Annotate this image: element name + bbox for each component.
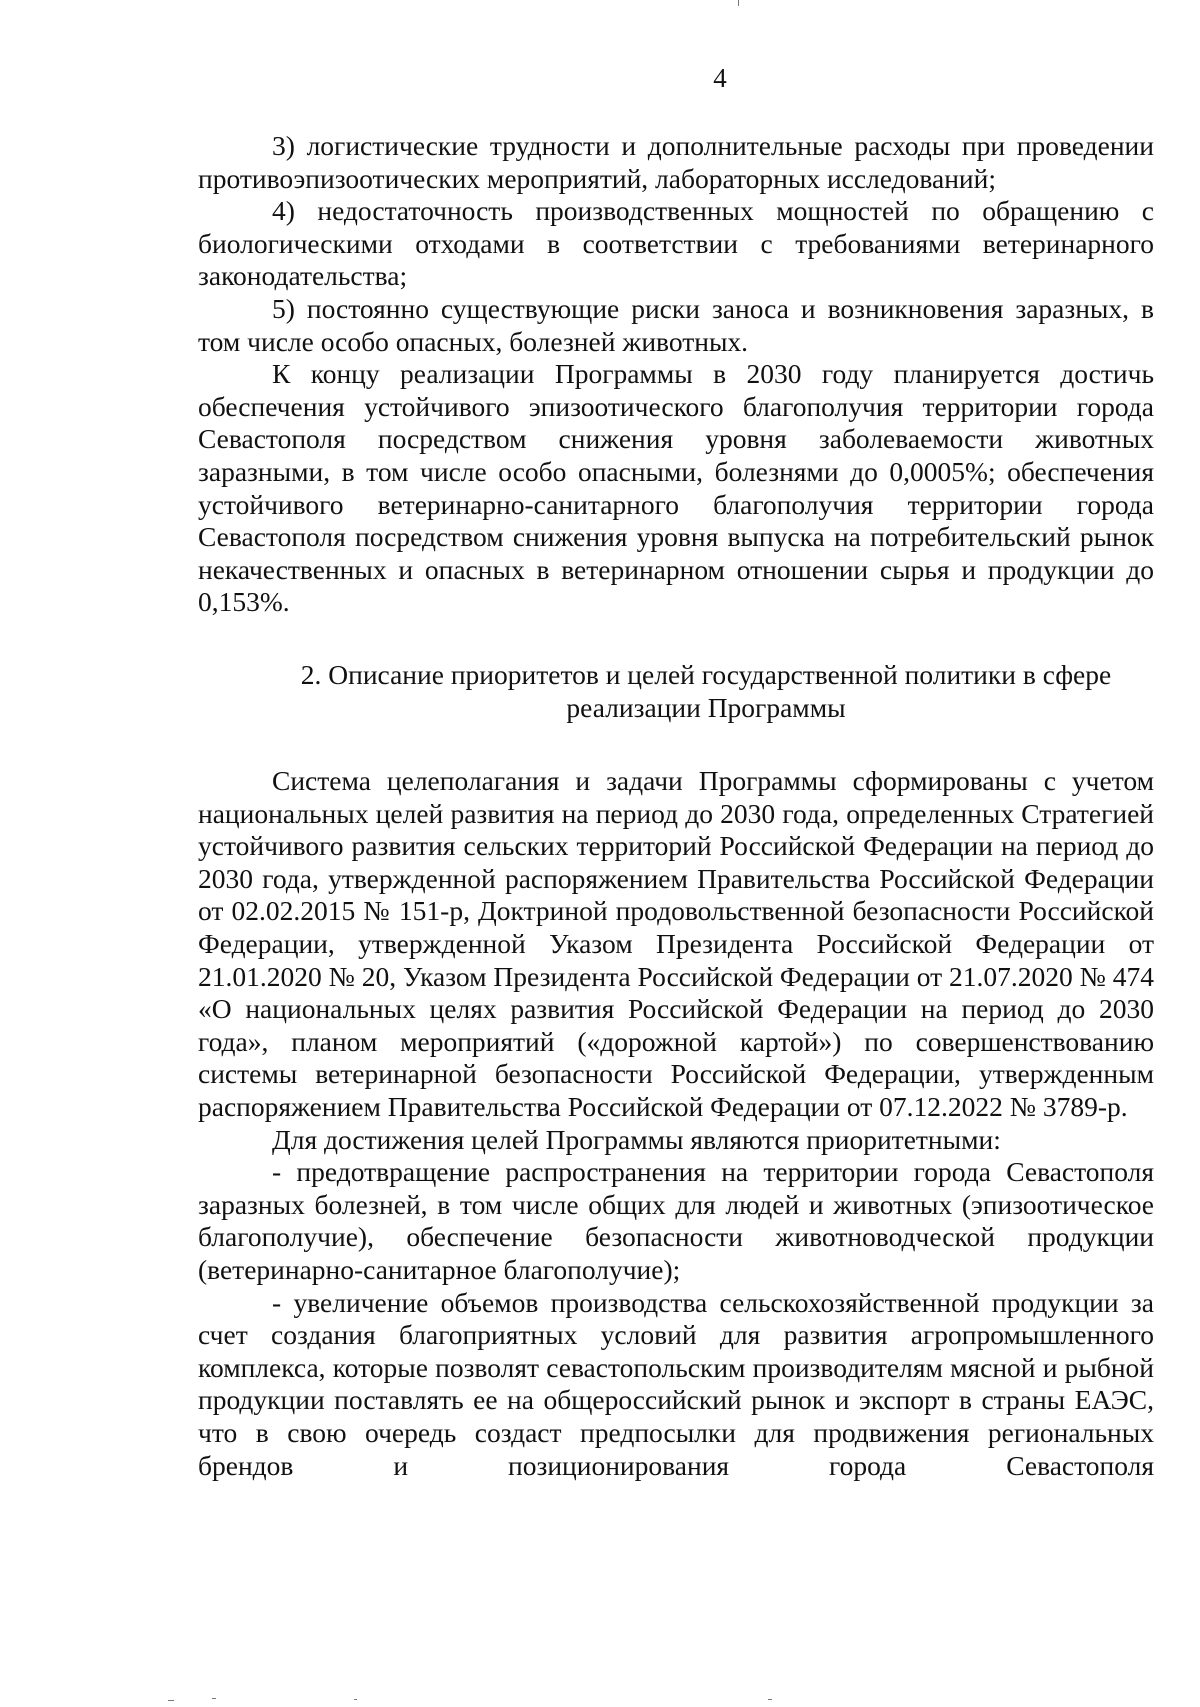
section-heading-line-1: 2. Описание приоритетов и целей государственной политики в сфере: [300, 658, 1112, 690]
scan-mark-bottom-4: [768, 1699, 772, 1700]
paragraph-priorities-intro: Для достижения целей Программы являются приоритетными:: [272, 1123, 1001, 1155]
scan-mark-bottom-2: [212, 1698, 216, 1699]
list-item-logistics: 3) логистические трудности и дополнительные расходы при проведении противоэпизоотических мероприятий, лабораторных исследований;: [198, 130, 1154, 194]
paragraph-goals-2030: К концу реализации Программы в 2030 году планируется достичь обеспечения устойчивого эпизоотического благополучия территории города Севастополя посредством снижения уровня заболеваемости животных заразными, в том числе особо опасными, болезнями до 0,0005%; обеспечения устойчивого ветеринарно-санитарного благополучия территории города Севастополя посредством снижения уровня выпуска на потребительский рынок некачественных и опасных в ветеринарном отношении сырья и продукции до 0,153%.: [198, 358, 1154, 618]
paragraph-goal-system: Система целеполагания и задачи Программы сформированы с учетом национальных целей развития на период до 2030 года, определенных Стратегией устойчивого развития сельских территорий Российской Федерации на период до 2030 года, утвержденной распоряжением Правительства Российской Федерации от 02.02.2015 № 151-р, Доктриной продовольственной безопасности Российской Федерации, утвержденной Указом Президента Российской Федерации от 21.01.2020 № 20, Указом Президента Российской Федерации от 21.07.2020 № 474 «О национальных целях развития Российской Федерации на период до 2030 года», планом мероприятий («дорожной картой») по совершенствованию системы ветеринарной безопасности Российской Федерации, утвержденным распоряжением Правительства Российской Федерации от 07.12.2022 № 3789-р.: [198, 765, 1154, 1123]
scan-mark-bottom-1: [168, 1700, 174, 1701]
section-heading: [258, 659, 1154, 724]
section-heading-line-2: реализации Программы: [566, 691, 846, 723]
document-page: [198, 62, 1154, 1482]
priority-item-production: - увеличение объемов производства сельскохозяйственной продукции за счет создания благоприятных условий для развития агропромышленного комплекса, которые позволят севастопольским производителям мясной и рыбной продукции поставлять ее на общероссийский рынок и экспорт в страны ЕАЭС, что в свою очередь создаст предпосылки для продвижения региональных брендов и позиционирования города Севастополя: [198, 1286, 1154, 1481]
priority-item-prevention: - предотвращение распространения на территории города Севастополя заразных болезней, в том числе общих для людей и животных (эпизоотическое благополучие), обеспечение безопасности животноводческой продукции (ветеринарно-санитарное благополучие);: [198, 1156, 1154, 1285]
page-number: 4: [713, 63, 727, 93]
scan-mark-bottom-3: [354, 1699, 357, 1700]
scan-mark-top: [738, 0, 739, 6]
list-item-risks: 5) постоянно существующие риски заноса и возникновения заразных, в том числе особо опасных, болезней животных.: [198, 292, 1154, 357]
list-item-capacity: 4) недостаточность производственных мощностей по обращению с биологическими отходами в соответствии с требованиями ветеринарного законодательства;: [198, 195, 1154, 292]
